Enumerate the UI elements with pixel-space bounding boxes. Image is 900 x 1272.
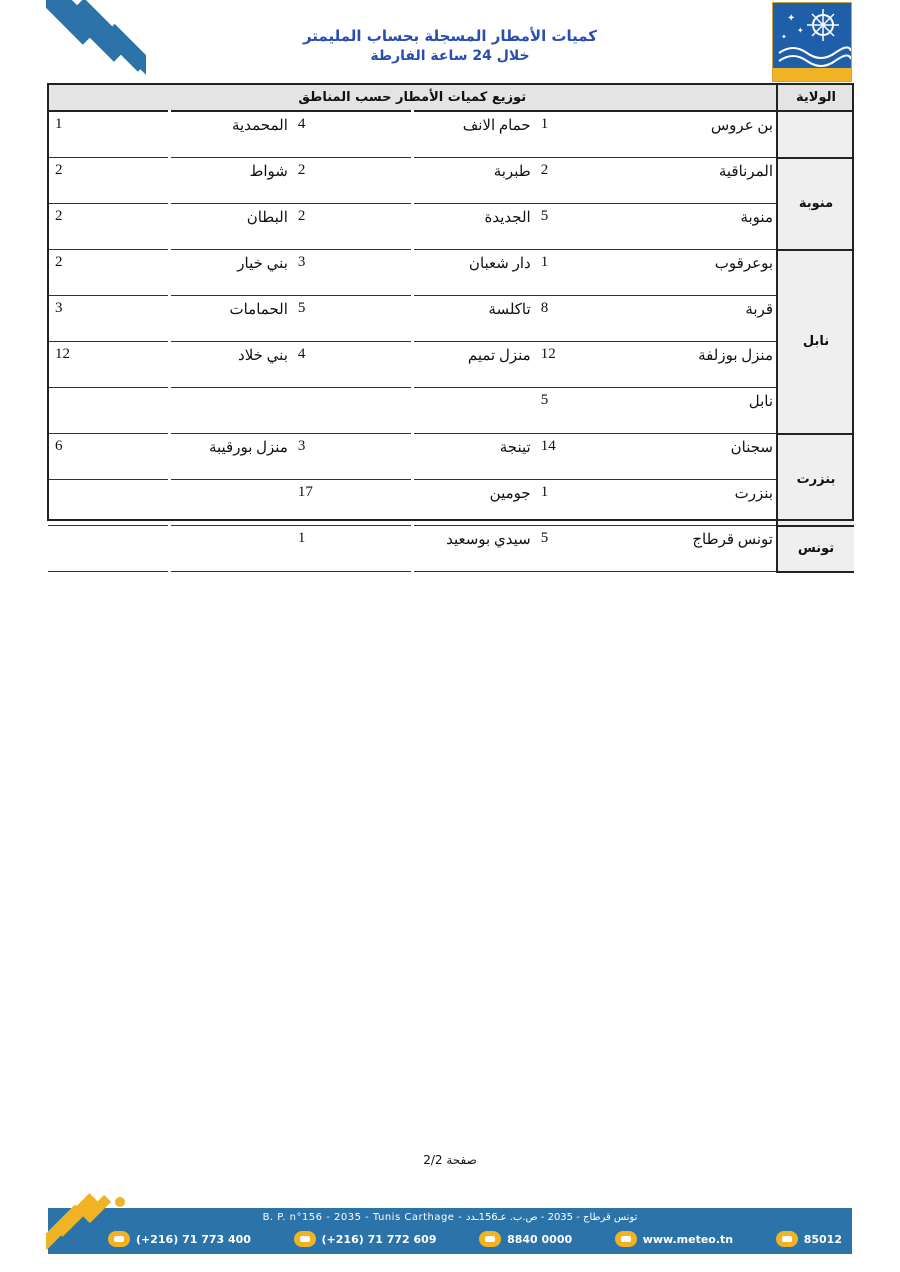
governorate-cell: تونس <box>777 526 854 572</box>
rain-amount: 4 <box>291 111 412 158</box>
station-name: قربة <box>656 296 777 342</box>
governorate-cell: نابل <box>777 250 854 434</box>
rain-amount: 2 <box>534 158 655 204</box>
table-row <box>49 342 855 388</box>
logo-caption <box>773 68 851 81</box>
rain-amount: 1 <box>534 480 655 526</box>
station-name: المرناقية <box>656 158 777 204</box>
station-name: منزل بوزلفة <box>656 342 777 388</box>
station-name: نابل <box>656 388 777 434</box>
table-row <box>49 296 855 342</box>
station-name: بني خلاد <box>170 342 291 388</box>
table-header-row <box>49 84 855 111</box>
rain-amount: 12 <box>534 342 655 388</box>
station-name: منزل تميم <box>413 342 534 388</box>
governorate-cell: بنزرت <box>777 434 854 526</box>
rain-amount: 14 <box>534 434 655 480</box>
rain-amount: 5 <box>534 204 655 250</box>
rain-amount: 2 <box>291 158 412 204</box>
rain-amount: 1 <box>534 111 655 158</box>
table-row <box>49 158 855 204</box>
rain-amount <box>49 480 170 526</box>
title-line-2: خلال 24 ساعة الفارطة <box>370 48 530 64</box>
institute-logo <box>772 2 852 82</box>
governorate-cell: منوبة <box>777 158 854 250</box>
rain-amount: 8 <box>534 296 655 342</box>
title-line-1: كميات الأمطار المسجلة بحساب المليمتر <box>302 27 598 45</box>
table-row <box>49 434 855 480</box>
rain-amount <box>49 526 170 572</box>
rain-amount: 4 <box>291 342 412 388</box>
rain-amount: 2 <box>49 158 170 204</box>
contact-text: 85012 <box>803 1232 842 1246</box>
handshake-icon <box>479 1231 501 1247</box>
contact-text: 8840 0000 <box>507 1232 573 1246</box>
rain-amount: 2 <box>291 204 412 250</box>
contact-text: (+216) 71 773 400 <box>136 1232 251 1246</box>
rain-amount <box>291 388 412 434</box>
weather-emblem-icon <box>773 3 851 69</box>
station-name: بني خيار <box>170 250 291 296</box>
station-name <box>413 388 534 434</box>
station-name: المحمدية <box>170 111 291 158</box>
contact-text: www.meteo.tn <box>642 1232 734 1246</box>
station-name: تونس قرطاج <box>656 526 777 572</box>
header-distribution: توزيع كميات الأمطار حسب المناطق <box>49 84 778 111</box>
fax-icon <box>294 1231 316 1247</box>
station-name <box>170 526 291 572</box>
contact-item <box>776 1231 842 1247</box>
contact-text: (+216) 71 772 609 <box>321 1232 437 1246</box>
station-name: سجنان <box>656 434 777 480</box>
table-row <box>49 480 855 526</box>
station-name: جومين <box>413 480 534 526</box>
rain-amount: 12 <box>49 342 170 388</box>
footer-band <box>48 1208 852 1254</box>
governorate-cell <box>777 111 854 158</box>
station-name: تاكلسة <box>413 296 534 342</box>
station-name: بن عروس <box>656 111 777 158</box>
station-name: الحمامات <box>170 296 291 342</box>
table-row <box>49 526 855 572</box>
station-name: البطان <box>170 204 291 250</box>
rain-amount <box>49 388 170 434</box>
footer-stripes-icon <box>46 1190 136 1256</box>
station-name: بنزرت <box>656 480 777 526</box>
rain-amount: 2 <box>49 250 170 296</box>
rain-amount: 5 <box>534 388 655 434</box>
rain-amount: 5 <box>291 296 412 342</box>
svg-text:✦: ✦ <box>781 33 787 41</box>
svg-text:✦: ✦ <box>797 26 804 35</box>
rain-amount: 1 <box>534 250 655 296</box>
table-row <box>49 388 855 434</box>
svg-text:✦: ✦ <box>787 13 796 24</box>
rain-amount: 6 <box>49 434 170 480</box>
page-number: صفحة 2/2 <box>423 1153 477 1167</box>
station-name: شواط <box>170 158 291 204</box>
rain-amount: 3 <box>291 250 412 296</box>
postal-address: B. P. n°156 - 2035 - Tunis Carthage - تونس قرطاج - 2035 - ص.ب. عـ156ـدد <box>262 1212 638 1223</box>
station-name: سيدي بوسعيد <box>413 526 534 572</box>
rainfall-table <box>48 84 854 573</box>
decorative-stripes-icon <box>46 0 146 84</box>
contact-list <box>108 1228 842 1250</box>
station-name <box>170 480 291 526</box>
rain-amount: 5 <box>534 526 655 572</box>
contact-item <box>294 1231 437 1247</box>
rain-amount: 17 <box>291 480 412 526</box>
contact-item <box>479 1231 572 1247</box>
station-name: الجديدة <box>413 204 534 250</box>
mobile-icon <box>776 1231 798 1247</box>
station-name: حمام الانف <box>413 111 534 158</box>
rain-amount: 2 <box>49 204 170 250</box>
table-row <box>49 204 855 250</box>
station-name <box>170 388 291 434</box>
rain-amount: 1 <box>49 111 170 158</box>
contact-item <box>615 1231 733 1247</box>
header-governorate: الولاية <box>777 84 854 111</box>
station-name: طبربة <box>413 158 534 204</box>
station-name: دار شعبان <box>413 250 534 296</box>
table-row <box>49 111 855 158</box>
station-name: منزل بورقيبة <box>170 434 291 480</box>
table-row <box>49 250 855 296</box>
station-name: بوعرقوب <box>656 250 777 296</box>
document-title <box>240 26 660 66</box>
station-name: منوبة <box>656 204 777 250</box>
rain-amount: 1 <box>291 526 412 572</box>
station-name: تينجة <box>413 434 534 480</box>
rain-amount: 3 <box>49 296 170 342</box>
rain-amount: 3 <box>291 434 412 480</box>
globe-icon <box>615 1231 637 1247</box>
